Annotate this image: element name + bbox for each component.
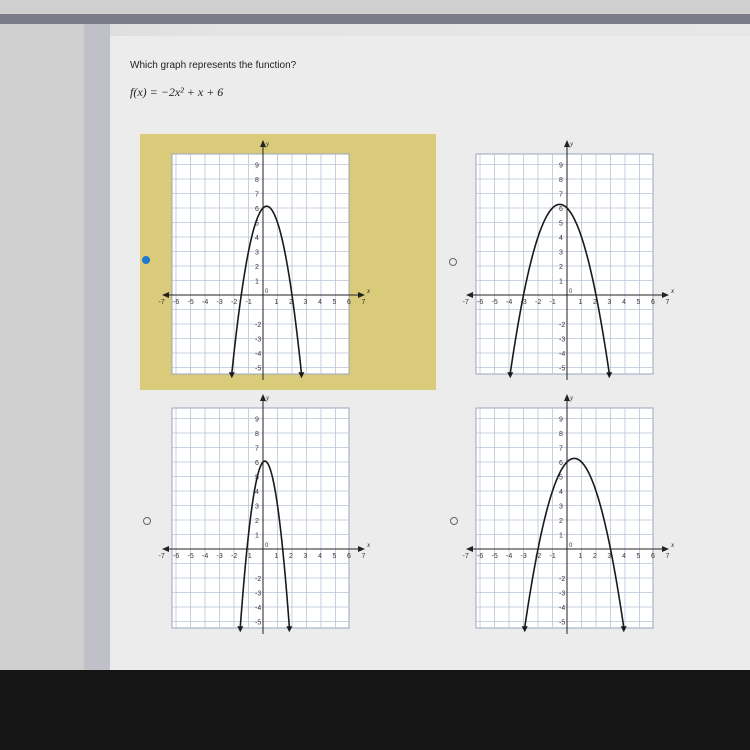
- y-tick-label: -4: [559, 605, 566, 612]
- y-tick-label: 8: [255, 177, 259, 184]
- y-tick-label: -2: [255, 322, 262, 329]
- y-tick-label: -2: [559, 322, 566, 329]
- x-tick-label: -1: [549, 299, 556, 306]
- function-equation: f(x) = −2x² + x + 6: [130, 85, 224, 99]
- y-tick-label: 6: [559, 206, 563, 213]
- y-tick-label: 1: [559, 532, 563, 540]
- x-tick-label: -4: [506, 553, 513, 560]
- x-tick-label: -1: [245, 299, 252, 306]
- y-tick-label: 3: [255, 249, 259, 257]
- x-tick-label: -5: [187, 299, 194, 306]
- curve-arrow: [621, 626, 627, 632]
- curve-arrow: [606, 372, 612, 378]
- y-axis-label: y: [266, 394, 270, 402]
- y-tick-label: 7: [255, 445, 259, 453]
- x-tick-label: -4: [202, 553, 209, 560]
- x-axis-arrow-left: [466, 546, 473, 552]
- y-tick-label: -3: [255, 336, 262, 344]
- y-tick-label: 4: [559, 489, 563, 496]
- x-axis-label: x: [367, 541, 371, 549]
- y-tick-label: 4: [559, 235, 563, 242]
- y-tick-label: -3: [255, 590, 262, 598]
- y-tick-label: 5: [255, 474, 259, 482]
- left-divider: [84, 24, 110, 670]
- x-tick-label: 3: [607, 299, 612, 306]
- y-tick-label: 7: [559, 191, 563, 199]
- y-tick-label: -4: [255, 351, 262, 358]
- x-axis-arrow: [358, 546, 365, 552]
- y-tick-label: 9: [559, 162, 563, 170]
- x-tick-label: -6: [477, 299, 484, 306]
- y-tick-label: 5: [559, 474, 563, 482]
- y-tick-label: -5: [255, 365, 262, 373]
- y-tick-label: 1: [559, 278, 563, 286]
- x-tick-label: 1: [274, 299, 279, 306]
- x-tick-label: -3: [216, 299, 223, 306]
- y-tick-label: -5: [255, 619, 262, 627]
- x-tick-label: 6: [347, 553, 351, 560]
- y-tick-label: 6: [559, 460, 563, 467]
- x-tick-label: -4: [202, 299, 209, 306]
- x-tick-label: 2: [593, 299, 597, 306]
- y-tick-label: 8: [255, 431, 259, 438]
- x-tick-label: 5: [636, 553, 641, 560]
- x-tick-label: 4: [318, 553, 322, 560]
- option-d-radio[interactable]: [450, 517, 458, 525]
- origin-label: 0: [265, 289, 269, 295]
- x-axis-arrow-left: [466, 292, 473, 298]
- y-tick-label: 1: [255, 278, 259, 286]
- x-tick-label: 2: [289, 553, 293, 560]
- origin-label: 0: [265, 543, 269, 549]
- x-tick-label: 4: [622, 299, 626, 306]
- x-tick-label: 3: [303, 299, 308, 306]
- option-a-graph[interactable]: [158, 138, 371, 382]
- x-tick-label: 6: [347, 299, 351, 306]
- y-tick-label: 9: [255, 416, 259, 424]
- y-tick-label: -2: [559, 576, 566, 583]
- curve-arrow: [298, 372, 304, 378]
- y-tick-label: 2: [255, 518, 259, 525]
- x-tick-label: 6: [651, 299, 655, 306]
- x-tick-label: -4: [506, 299, 513, 306]
- x-tick-label: 6: [651, 553, 655, 560]
- x-tick-label: 5: [332, 299, 337, 306]
- x-tick-label: 7: [665, 553, 670, 560]
- x-tick-label: 4: [318, 299, 322, 306]
- option-a-radio[interactable]: [142, 256, 150, 264]
- x-axis-arrow-left: [162, 546, 169, 552]
- x-tick-label: -3: [520, 299, 527, 306]
- x-tick-label: -7: [462, 553, 469, 560]
- browser-band: [0, 14, 750, 24]
- x-tick-label: 1: [578, 553, 583, 560]
- curve-arrow: [522, 626, 528, 632]
- y-tick-label: -5: [559, 365, 566, 373]
- y-tick-label: 8: [559, 177, 563, 184]
- x-tick-label: 4: [622, 553, 626, 560]
- x-tick-label: -6: [173, 553, 180, 560]
- x-tick-label: 2: [289, 299, 293, 306]
- y-tick-label: -4: [559, 351, 566, 358]
- question-text: Which graph represents the function?: [130, 60, 297, 71]
- x-tick-label: 1: [274, 553, 279, 560]
- x-tick-label: 7: [361, 299, 366, 306]
- y-tick-label: 4: [255, 489, 259, 496]
- option-b-radio[interactable]: [449, 258, 457, 266]
- y-tick-label: -3: [559, 590, 566, 598]
- x-tick-label: 5: [332, 553, 337, 560]
- x-axis-label: x: [367, 287, 371, 295]
- y-axis-label: y: [266, 140, 270, 148]
- y-tick-label: 5: [255, 220, 259, 228]
- y-axis-label: y: [570, 140, 574, 148]
- y-tick-label: 5: [559, 220, 563, 228]
- x-tick-label: -1: [549, 553, 556, 560]
- y-tick-label: 6: [255, 206, 259, 213]
- y-tick-label: 6: [255, 460, 259, 467]
- x-tick-label: 7: [665, 299, 670, 306]
- x-tick-label: -7: [158, 553, 165, 560]
- x-axis-label: x: [671, 541, 675, 549]
- option-b-graph[interactable]: [462, 138, 675, 382]
- y-tick-label: -5: [559, 619, 566, 627]
- y-tick-label: -4: [255, 605, 262, 612]
- x-axis-label: x: [671, 287, 675, 295]
- x-tick-label: -5: [187, 553, 194, 560]
- curve-arrow: [229, 372, 235, 378]
- top-bezel: [0, 0, 750, 14]
- y-tick-label: 3: [559, 503, 563, 511]
- y-axis-label: y: [570, 394, 574, 402]
- x-tick-label: -2: [231, 553, 238, 560]
- bottom-bezel: [0, 670, 750, 750]
- option-c-graph[interactable]: [158, 392, 371, 636]
- x-tick-label: -7: [462, 299, 469, 306]
- y-tick-label: 1: [255, 532, 259, 540]
- x-axis-arrow: [662, 546, 669, 552]
- x-tick-label: 7: [361, 553, 366, 560]
- y-tick-label: 2: [255, 264, 259, 271]
- origin-label: 0: [569, 543, 573, 549]
- x-tick-label: -7: [158, 299, 165, 306]
- y-tick-label: 3: [255, 503, 259, 511]
- y-tick-label: -2: [255, 576, 262, 583]
- x-tick-label: -6: [477, 553, 484, 560]
- y-tick-label: 8: [559, 431, 563, 438]
- x-tick-label: -5: [491, 299, 498, 306]
- y-tick-label: 7: [559, 445, 563, 453]
- x-tick-label: -2: [535, 553, 542, 560]
- origin-label: 0: [569, 289, 573, 295]
- y-tick-label: 9: [559, 416, 563, 424]
- x-tick-label: 3: [607, 553, 612, 560]
- option-d-graph[interactable]: [462, 392, 675, 636]
- curve-arrow: [286, 626, 292, 632]
- x-tick-label: 2: [593, 553, 597, 560]
- x-axis-arrow: [358, 292, 365, 298]
- y-tick-label: 2: [559, 518, 563, 525]
- x-tick-label: 3: [303, 553, 308, 560]
- x-tick-label: -2: [535, 299, 542, 306]
- x-tick-label: -3: [216, 553, 223, 560]
- x-tick-label: -1: [245, 553, 252, 560]
- y-tick-label: -3: [559, 336, 566, 344]
- y-tick-label: 4: [255, 235, 259, 242]
- x-tick-label: -2: [231, 299, 238, 306]
- y-tick-label: 3: [559, 249, 563, 257]
- x-axis-arrow: [662, 292, 669, 298]
- y-tick-label: 9: [255, 162, 259, 170]
- x-tick-label: 5: [636, 299, 641, 306]
- curve-arrow: [507, 372, 513, 378]
- curve-arrow: [237, 626, 243, 632]
- x-tick-label: 1: [578, 299, 583, 306]
- y-tick-label: 2: [559, 264, 563, 271]
- y-tick-label: 7: [255, 191, 259, 199]
- option-c-radio[interactable]: [143, 517, 151, 525]
- left-strip: [0, 24, 84, 670]
- x-tick-label: -3: [520, 553, 527, 560]
- x-tick-label: -6: [173, 299, 180, 306]
- x-axis-arrow-left: [162, 292, 169, 298]
- x-tick-label: -5: [491, 553, 498, 560]
